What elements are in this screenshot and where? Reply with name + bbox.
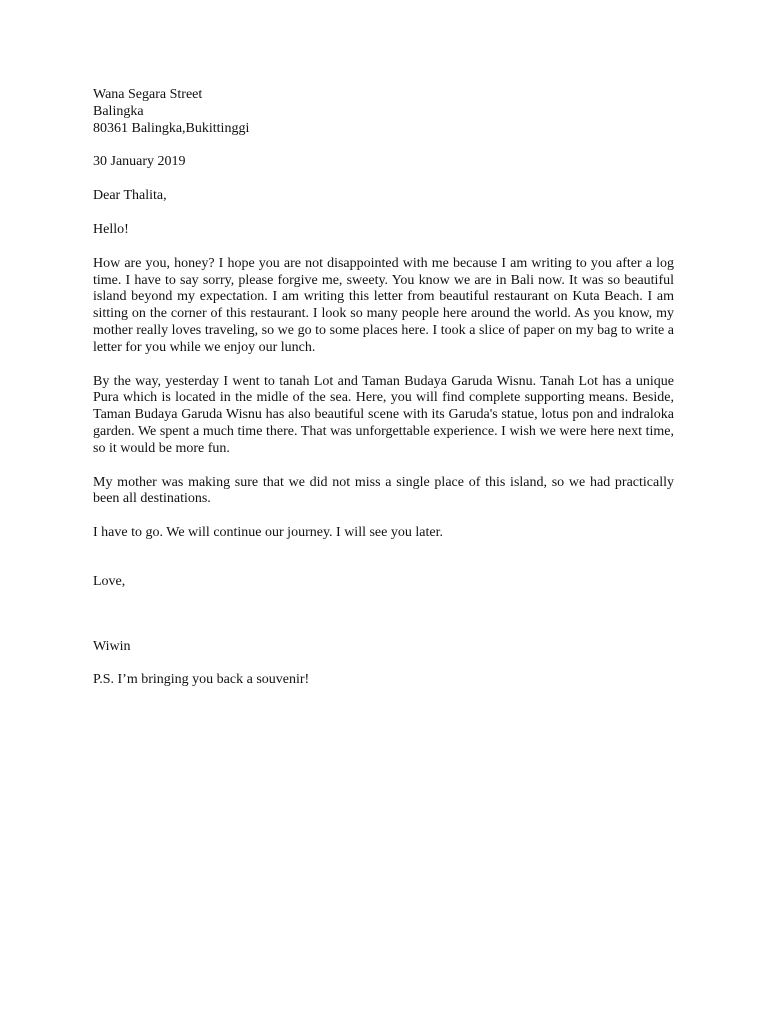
body-paragraph-3: My mother was making sure that we did not miss a single place of this island, so we had practically been all destinations. [93,474,674,507]
address-postal-city: 80361 Balingka,Bukittinggi [93,120,250,136]
body-paragraph-1: How are you, honey? I hope you are not disappointed with me because I am writing to you after a log time. I have to say sorry, please forgive me, sweety. You know we are in Bali now. It was so beautiful island beyond my expectation. I am writing this letter from beautiful restaurant on Kuta Beach. I am sitting on the corner of this restaurant. I look so many people here around the world. As you know, my mother really loves traveling, so we go to some places here. I took a slice of paper on my bag to write a letter for you while we enjoy our lunch. [93,255,674,355]
body-paragraph-2: By the way, yesterday I went to tanah Lot and Taman Budaya Garuda Wisnu. Tanah Lot has a unique Pura which is located in the midle of the sea. Here, you will find complete supporting means. Beside, Taman Budaya Garuda Wisnu has also beautiful scene with its Garuda's statue, lotus pon and indraloka garden. We spent a much time there. That was unforgettable experience. I wish we were here next time, so it would be more fun. [93,373,674,456]
salutation: Dear Thalita, [93,188,167,204]
address-street: Wana Segara Street [93,87,203,102]
letter-date: 30 January 2019 [93,154,186,170]
postscript: P.S. I’m bringing you back a souvenir! [93,671,310,687]
closing-paragraph: I have to go. We will continue our journey. I will see you later. [93,525,443,541]
letter-page [93,87,674,688]
signature: Wiwin [93,638,131,654]
sender-address [93,87,674,137]
closing: Love, [93,573,126,589]
address-village: Balingka [93,103,144,119]
greeting: Hello! [93,221,129,237]
